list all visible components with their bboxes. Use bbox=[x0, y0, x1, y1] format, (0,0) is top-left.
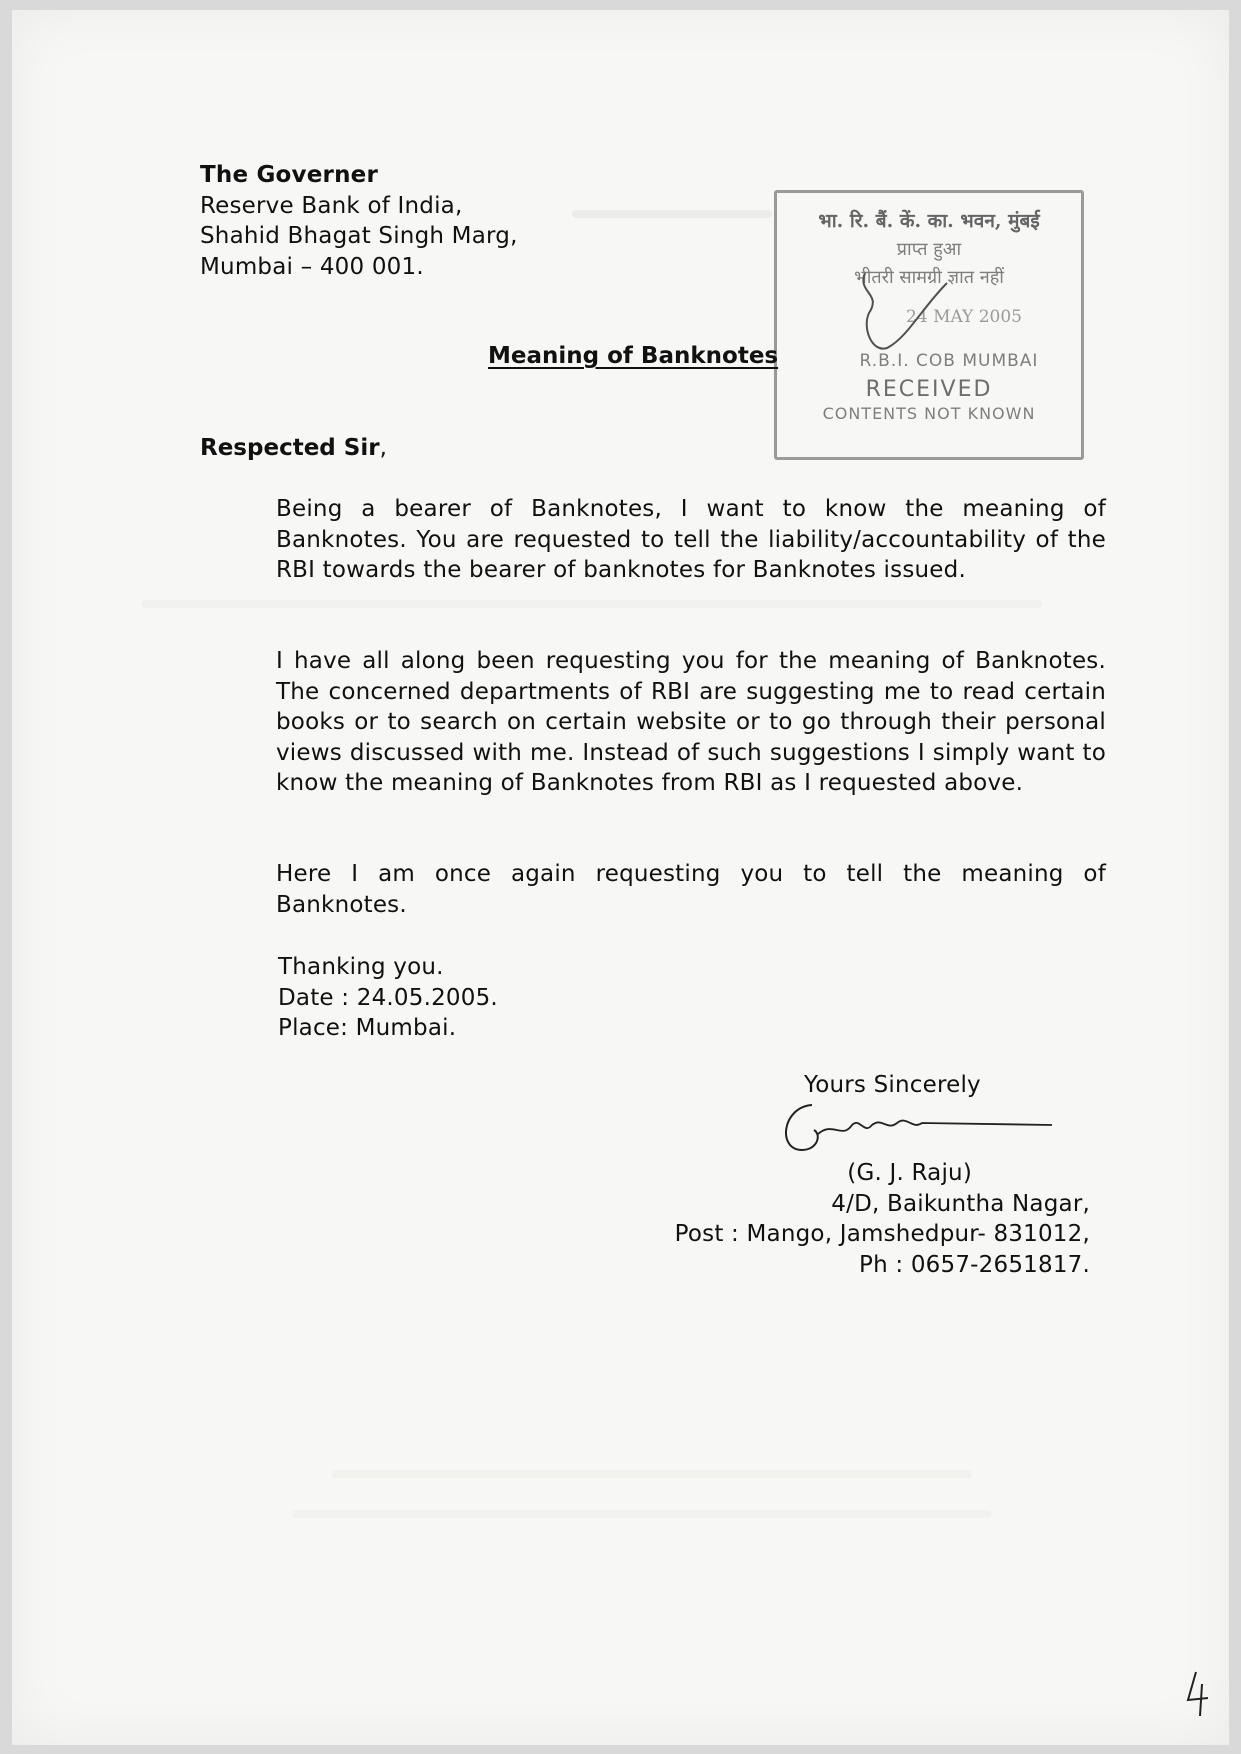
signer-phone: Ph : 0657-2651817. bbox=[859, 1251, 1090, 1278]
stamp-line: भा. रि. बैं. कें. का. भवन, मुंबई bbox=[818, 210, 1040, 232]
signer-address: 4/D, Baikuntha Nagar, bbox=[831, 1190, 1090, 1217]
addressee-title: The Governer bbox=[200, 162, 378, 188]
addressee-line: Shahid Bhagat Singh Marg, bbox=[200, 223, 518, 249]
body-paragraph-2: I have all along been requesting you for the meaning of Banknotes. The concerned departments of RBI are suggesting me to read certain books or to search on certain website or to go through their personal views discussed with me. Instead of such suggestions I simply want to know the meaning of Banknotes from RBI as I requested above. bbox=[276, 648, 1106, 796]
received-stamp bbox=[774, 190, 1084, 460]
bleed-through-mark bbox=[292, 1510, 992, 1518]
handwritten-signature bbox=[772, 1095, 1072, 1165]
addressee-line: Reserve Bank of India, bbox=[200, 192, 463, 219]
salutation-text: Respected Sir bbox=[200, 435, 380, 461]
handwritten-page-number bbox=[1182, 1670, 1212, 1718]
stamp-line: CONTENTS NOT KNOWN bbox=[822, 404, 1036, 423]
stamp-initials-mark bbox=[837, 253, 957, 373]
body-paragraph-3: Here I am once again requesting you to tell the meaning of Banknotes. bbox=[276, 861, 1106, 918]
bleed-through-mark bbox=[572, 210, 772, 218]
stamp-line: R.B.I. COB MUMBAI bbox=[859, 351, 1039, 371]
salutation-punct: , bbox=[379, 435, 387, 461]
thanks-line: Thanking you. bbox=[278, 954, 444, 980]
letter-page bbox=[12, 10, 1229, 1745]
bleed-through-mark bbox=[332, 1470, 972, 1478]
signer-address: Post : Mango, Jamshedpur- 831012, bbox=[674, 1221, 1090, 1247]
body-paragraph-1: Being a bearer of Banknotes, I want to know the meaning of Banknotes. You are requested to tell the liability/accountability of the RBI towards the bearer of banknotes for Banknotes issued. bbox=[276, 496, 1106, 583]
bleed-through-mark bbox=[142, 600, 1042, 608]
salutation bbox=[200, 435, 387, 461]
closing-block bbox=[278, 952, 498, 1044]
addressee-line: Mumbai – 400 001. bbox=[200, 253, 424, 280]
signer-name: (G. J. Raju) bbox=[847, 1160, 972, 1186]
stamp-line: प्राप्त हुआ bbox=[896, 239, 962, 260]
sign-off: Yours Sincerely bbox=[804, 1072, 981, 1098]
subject-heading: Meaning of Banknotes bbox=[488, 343, 779, 369]
stamp-received: RECEIVED bbox=[865, 377, 993, 402]
addressee-block bbox=[200, 160, 518, 282]
date-line: Date : 24.05.2005. bbox=[278, 984, 498, 1011]
signer-block bbox=[612, 1158, 1090, 1280]
page-number bbox=[1182, 1670, 1212, 1722]
stamp-line: भीतरी सामग्री ज्ञात नहीं bbox=[854, 267, 1004, 288]
stamp-date: 24 MAY 2005 bbox=[906, 307, 1022, 327]
place-line: Place: Mumbai. bbox=[278, 1015, 457, 1041]
